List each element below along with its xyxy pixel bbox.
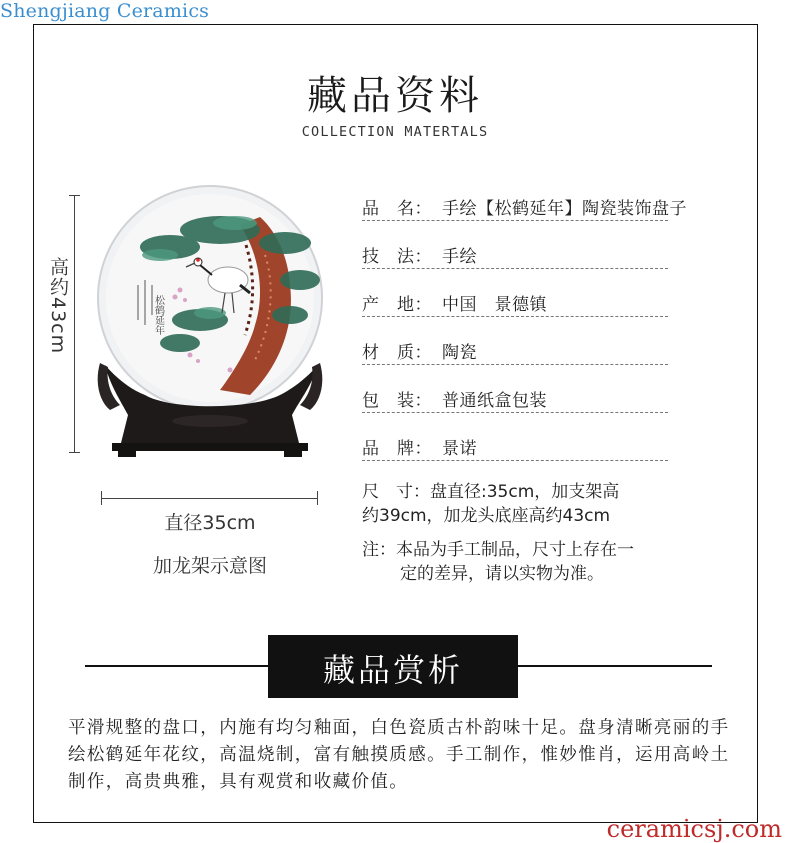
- spec-label: 技 法：: [362, 247, 432, 267]
- spec-row-packaging: [362, 384, 668, 413]
- spec-value: 普通纸盒包装: [442, 391, 547, 411]
- plate-illustration: [50, 185, 340, 465]
- diameter-label: 直径35cm: [164, 512, 256, 534]
- section-divider-right: [518, 665, 712, 667]
- section-divider-left: [85, 665, 268, 667]
- diameter-dimension-cap-right: [317, 491, 318, 505]
- spec-row-technique: [362, 240, 668, 269]
- spec-label: 材 质：: [362, 343, 432, 363]
- spec-row-brand: [362, 432, 668, 461]
- spec-value: 手绘: [442, 247, 477, 267]
- size-line-1: 尺 寸：盘直径:35cm，加支架高: [362, 482, 620, 502]
- spec-value: 手绘【松鹤延年】陶瓷装饰盘子: [442, 199, 687, 219]
- diameter-dimension-cap-left: [101, 491, 102, 505]
- spec-label: 产 地：: [362, 295, 432, 315]
- spec-value: 中国 景德镇: [442, 295, 547, 315]
- watermark-bottom: ceramicsj.com: [606, 815, 782, 843]
- watermark-top: Shengjiang Ceramics: [0, 0, 210, 22]
- height-dimension-cap-bottom: [69, 452, 80, 453]
- plate-inscription: 松鹤延年: [152, 295, 164, 335]
- diameter-dimension-line: [101, 498, 318, 499]
- spec-value: 景诺: [442, 439, 477, 459]
- page-title: 藏品资料: [307, 73, 483, 119]
- height-dimension-line: [74, 195, 75, 453]
- note: [362, 538, 692, 586]
- page-subtitle: COLLECTION MATERTALS: [301, 124, 489, 140]
- spec-label: 品 牌：: [362, 439, 432, 459]
- note-line-1: 注：本品为手工制品，尺寸上存在一: [362, 540, 634, 560]
- spec-row-origin: [362, 288, 668, 317]
- size-spec: [362, 480, 692, 528]
- spec-label: 品 名：: [362, 199, 432, 219]
- size-line-2: 约39cm，加龙头底座高约43cm: [362, 506, 611, 526]
- note-line-2: 定的差异，请以实物为准。: [400, 564, 604, 584]
- spec-label: 包 装：: [362, 391, 432, 411]
- appreciation-text: 平滑规整的盘口，内施有均匀釉面，白色瓷质古朴韵味十足。盘身清晰亮丽的手绘松鹤延年花纹，高温烧制，富有触摸质感。手工制作，惟妙惟肖，运用高岭土制作，高贵典雅，具有观赏和收藏价值。: [68, 718, 730, 792]
- height-dimension-cap-top: [69, 195, 80, 196]
- spec-row-name: [362, 192, 687, 221]
- figure-caption: 加龙架示意图: [152, 555, 267, 577]
- height-label: 高约43cm: [47, 257, 69, 355]
- spec-value: 陶瓷: [442, 343, 477, 363]
- section-title: 藏品赏析: [322, 651, 463, 689]
- spec-row-material: [362, 336, 668, 365]
